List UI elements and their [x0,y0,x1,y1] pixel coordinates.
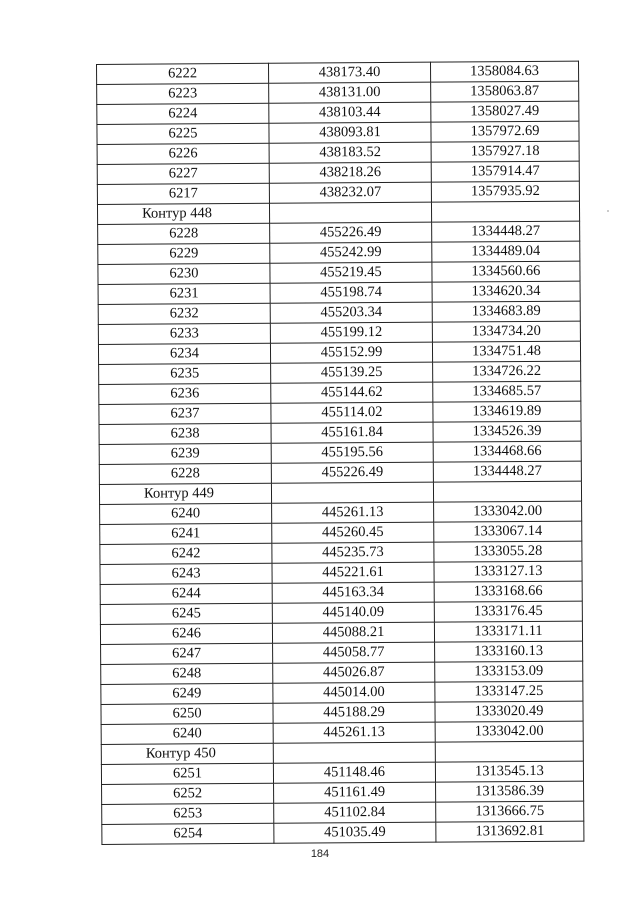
point-number-cell: 6223 [97,83,269,104]
x-coordinate-cell: 455203.34 [270,302,432,323]
x-coordinate-cell: 451102.84 [274,802,436,823]
point-number-cell: 6247 [101,643,273,664]
table-row [101,661,583,684]
point-number-cell: 6254 [102,823,274,844]
table-row [98,301,580,324]
point-number-cell: 6231 [98,283,270,304]
point-number-cell: 6224 [97,103,269,124]
x-coordinate-cell: 438232.07 [269,182,431,203]
contour-label: Контур 449 [99,483,271,504]
table-row [98,281,580,304]
y-coordinate-cell: 1334734.20 [432,321,580,342]
point-number-cell: 6252 [102,783,274,804]
y-coordinate-cell: 1334751.48 [432,341,580,362]
point-number-cell: 6237 [99,403,271,424]
empty-cell [273,742,435,763]
x-coordinate-cell: 451035.49 [274,822,436,843]
point-number-cell: 6234 [98,343,270,364]
point-number-cell: 6239 [99,443,271,464]
y-coordinate-cell: 1333055.28 [434,541,582,562]
table-row [99,441,581,464]
table-row [97,181,579,204]
scan-speck [607,210,609,212]
table-row [100,621,582,644]
point-number-cell: 6217 [97,183,269,204]
y-coordinate-cell: 1313545.13 [435,761,583,782]
table-row [100,601,582,624]
x-coordinate-cell: 438103.44 [269,102,431,123]
table-row [98,221,580,244]
y-coordinate-cell: 1357927.18 [431,141,579,162]
point-number-cell: 6242 [100,543,272,564]
x-coordinate-cell: 445058.77 [273,642,435,663]
x-coordinate-cell: 445014.00 [273,682,435,703]
point-number-cell: 6236 [99,383,271,404]
x-coordinate-cell: 455226.49 [270,222,432,243]
table-row [99,401,581,424]
x-coordinate-cell: 455195.56 [271,442,433,463]
coordinates-table-body [97,61,584,844]
point-number-cell: 6249 [101,683,273,704]
point-number-cell: 6229 [98,243,270,264]
x-coordinate-cell: 445188.29 [273,702,435,723]
y-coordinate-cell: 1357914.47 [431,161,579,182]
table-row [99,461,581,484]
table-row [101,721,583,744]
y-coordinate-cell: 1313692.81 [436,821,584,842]
point-number-cell: 6250 [101,703,273,724]
point-number-cell: 6246 [100,623,272,644]
table-row [97,101,579,124]
table-row [100,541,582,564]
empty-cell [433,481,581,502]
table-row [97,61,579,84]
y-coordinate-cell: 1334683.89 [432,301,580,322]
table-row [101,641,583,664]
x-coordinate-cell: 438093.81 [269,122,431,143]
point-number-cell: 6253 [102,803,274,824]
point-number-cell: 6222 [97,63,269,84]
x-coordinate-cell: 445163.34 [272,582,434,603]
x-coordinate-cell: 445026.87 [273,662,435,683]
empty-cell [431,201,579,222]
empty-cell [269,202,431,223]
x-coordinate-cell: 445235.73 [272,542,434,563]
point-number-cell: 6238 [99,423,271,444]
table-row [97,141,579,164]
y-coordinate-cell: 1333042.00 [435,721,583,742]
empty-cell [271,482,433,503]
y-coordinate-cell: 1333147.25 [435,681,583,702]
x-coordinate-cell: 438173.40 [268,62,430,83]
y-coordinate-cell: 1333168.66 [434,581,582,602]
y-coordinate-cell: 1358027.49 [431,101,579,122]
y-coordinate-cell: 1333160.13 [435,641,583,662]
x-coordinate-cell: 445261.13 [272,502,434,523]
x-coordinate-cell: 455152.99 [270,342,432,363]
y-coordinate-cell: 1334448.27 [433,461,581,482]
table-row [100,521,582,544]
point-number-cell: 6240 [101,723,273,744]
x-coordinate-cell: 445088.21 [272,622,434,643]
table-row [100,501,582,524]
table-row [97,121,579,144]
coordinates-table [96,61,584,845]
y-coordinate-cell: 1334620.34 [432,281,580,302]
table-row [97,161,579,184]
y-coordinate-cell: 1333171.11 [434,621,582,642]
point-number-cell: 6228 [98,223,270,244]
table-row [100,561,582,584]
y-coordinate-cell: 1358063.87 [431,81,579,102]
point-number-cell: 6244 [100,583,272,604]
y-coordinate-cell: 1334526.39 [433,421,581,442]
y-coordinate-cell: 1334489.04 [432,241,580,262]
table-row [99,381,581,404]
empty-cell [435,741,583,762]
point-number-cell: 6235 [99,363,271,384]
x-coordinate-cell: 455161.84 [271,422,433,443]
point-number-cell: 6233 [98,323,270,344]
x-coordinate-cell: 455242.99 [270,242,432,263]
y-coordinate-cell: 1313586.39 [436,781,584,802]
y-coordinate-cell: 1333042.00 [434,501,582,522]
point-number-cell: 6225 [97,123,269,144]
point-number-cell: 6243 [100,563,272,584]
point-number-cell: 6228 [99,463,271,484]
y-coordinate-cell: 1357935.92 [431,181,579,202]
y-coordinate-cell: 1333127.13 [434,561,582,582]
coordinates-sheet [96,61,583,845]
table-row [101,761,583,784]
x-coordinate-cell: 455139.25 [271,362,433,383]
y-coordinate-cell: 1333020.49 [435,701,583,722]
point-number-cell: 6240 [100,503,272,524]
table-row [98,241,580,264]
y-coordinate-cell: 1334685.57 [433,381,581,402]
table-row [101,701,583,724]
x-coordinate-cell: 445140.09 [272,602,434,623]
point-number-cell: 6251 [101,763,273,784]
x-coordinate-cell: 455199.12 [270,322,432,343]
x-coordinate-cell: 455219.45 [270,262,432,283]
x-coordinate-cell: 451148.46 [273,762,435,783]
point-number-cell: 6248 [101,663,273,684]
y-coordinate-cell: 1333153.09 [435,661,583,682]
point-number-cell: 6227 [97,163,269,184]
table-row [102,821,584,844]
y-coordinate-cell: 1358084.63 [430,61,578,82]
x-coordinate-cell: 445261.13 [273,722,435,743]
point-number-cell: 6245 [100,603,272,624]
x-coordinate-cell: 455114.02 [271,402,433,423]
x-coordinate-cell: 451161.49 [274,782,436,803]
table-row [97,81,579,104]
x-coordinate-cell: 455198.74 [270,282,432,303]
y-coordinate-cell: 1357972.69 [431,121,579,142]
y-coordinate-cell: 1313666.75 [436,801,584,822]
table-row [99,361,581,384]
point-number-cell: 6241 [100,523,272,544]
point-number-cell: 6230 [98,263,270,284]
point-number-cell: 6226 [97,143,269,164]
x-coordinate-cell: 445221.61 [272,562,434,583]
x-coordinate-cell: 445260.45 [272,522,434,543]
y-coordinate-cell: 1334468.66 [433,441,581,462]
contour-label: Контур 450 [101,743,273,764]
point-number-cell: 6232 [98,303,270,324]
table-row [100,581,582,604]
table-row [98,321,580,344]
page-number: 184 [310,848,330,860]
y-coordinate-cell: 1334726.22 [433,361,581,382]
table-row [101,681,583,704]
x-coordinate-cell: 455144.62 [271,382,433,403]
x-coordinate-cell: 455226.49 [271,462,433,483]
x-coordinate-cell: 438131.00 [269,82,431,103]
x-coordinate-cell: 438183.52 [269,142,431,163]
table-row [98,341,580,364]
table-row [102,781,584,804]
table-row [99,421,581,444]
x-coordinate-cell: 438218.26 [269,162,431,183]
table-row [98,261,580,284]
y-coordinate-cell: 1334560.66 [432,261,580,282]
y-coordinate-cell: 1334448.27 [432,221,580,242]
y-coordinate-cell: 1333176.45 [434,601,582,622]
y-coordinate-cell: 1333067.14 [434,521,582,542]
table-row [102,801,584,824]
y-coordinate-cell: 1334619.89 [433,401,581,422]
contour-label: Контур 448 [97,203,269,224]
